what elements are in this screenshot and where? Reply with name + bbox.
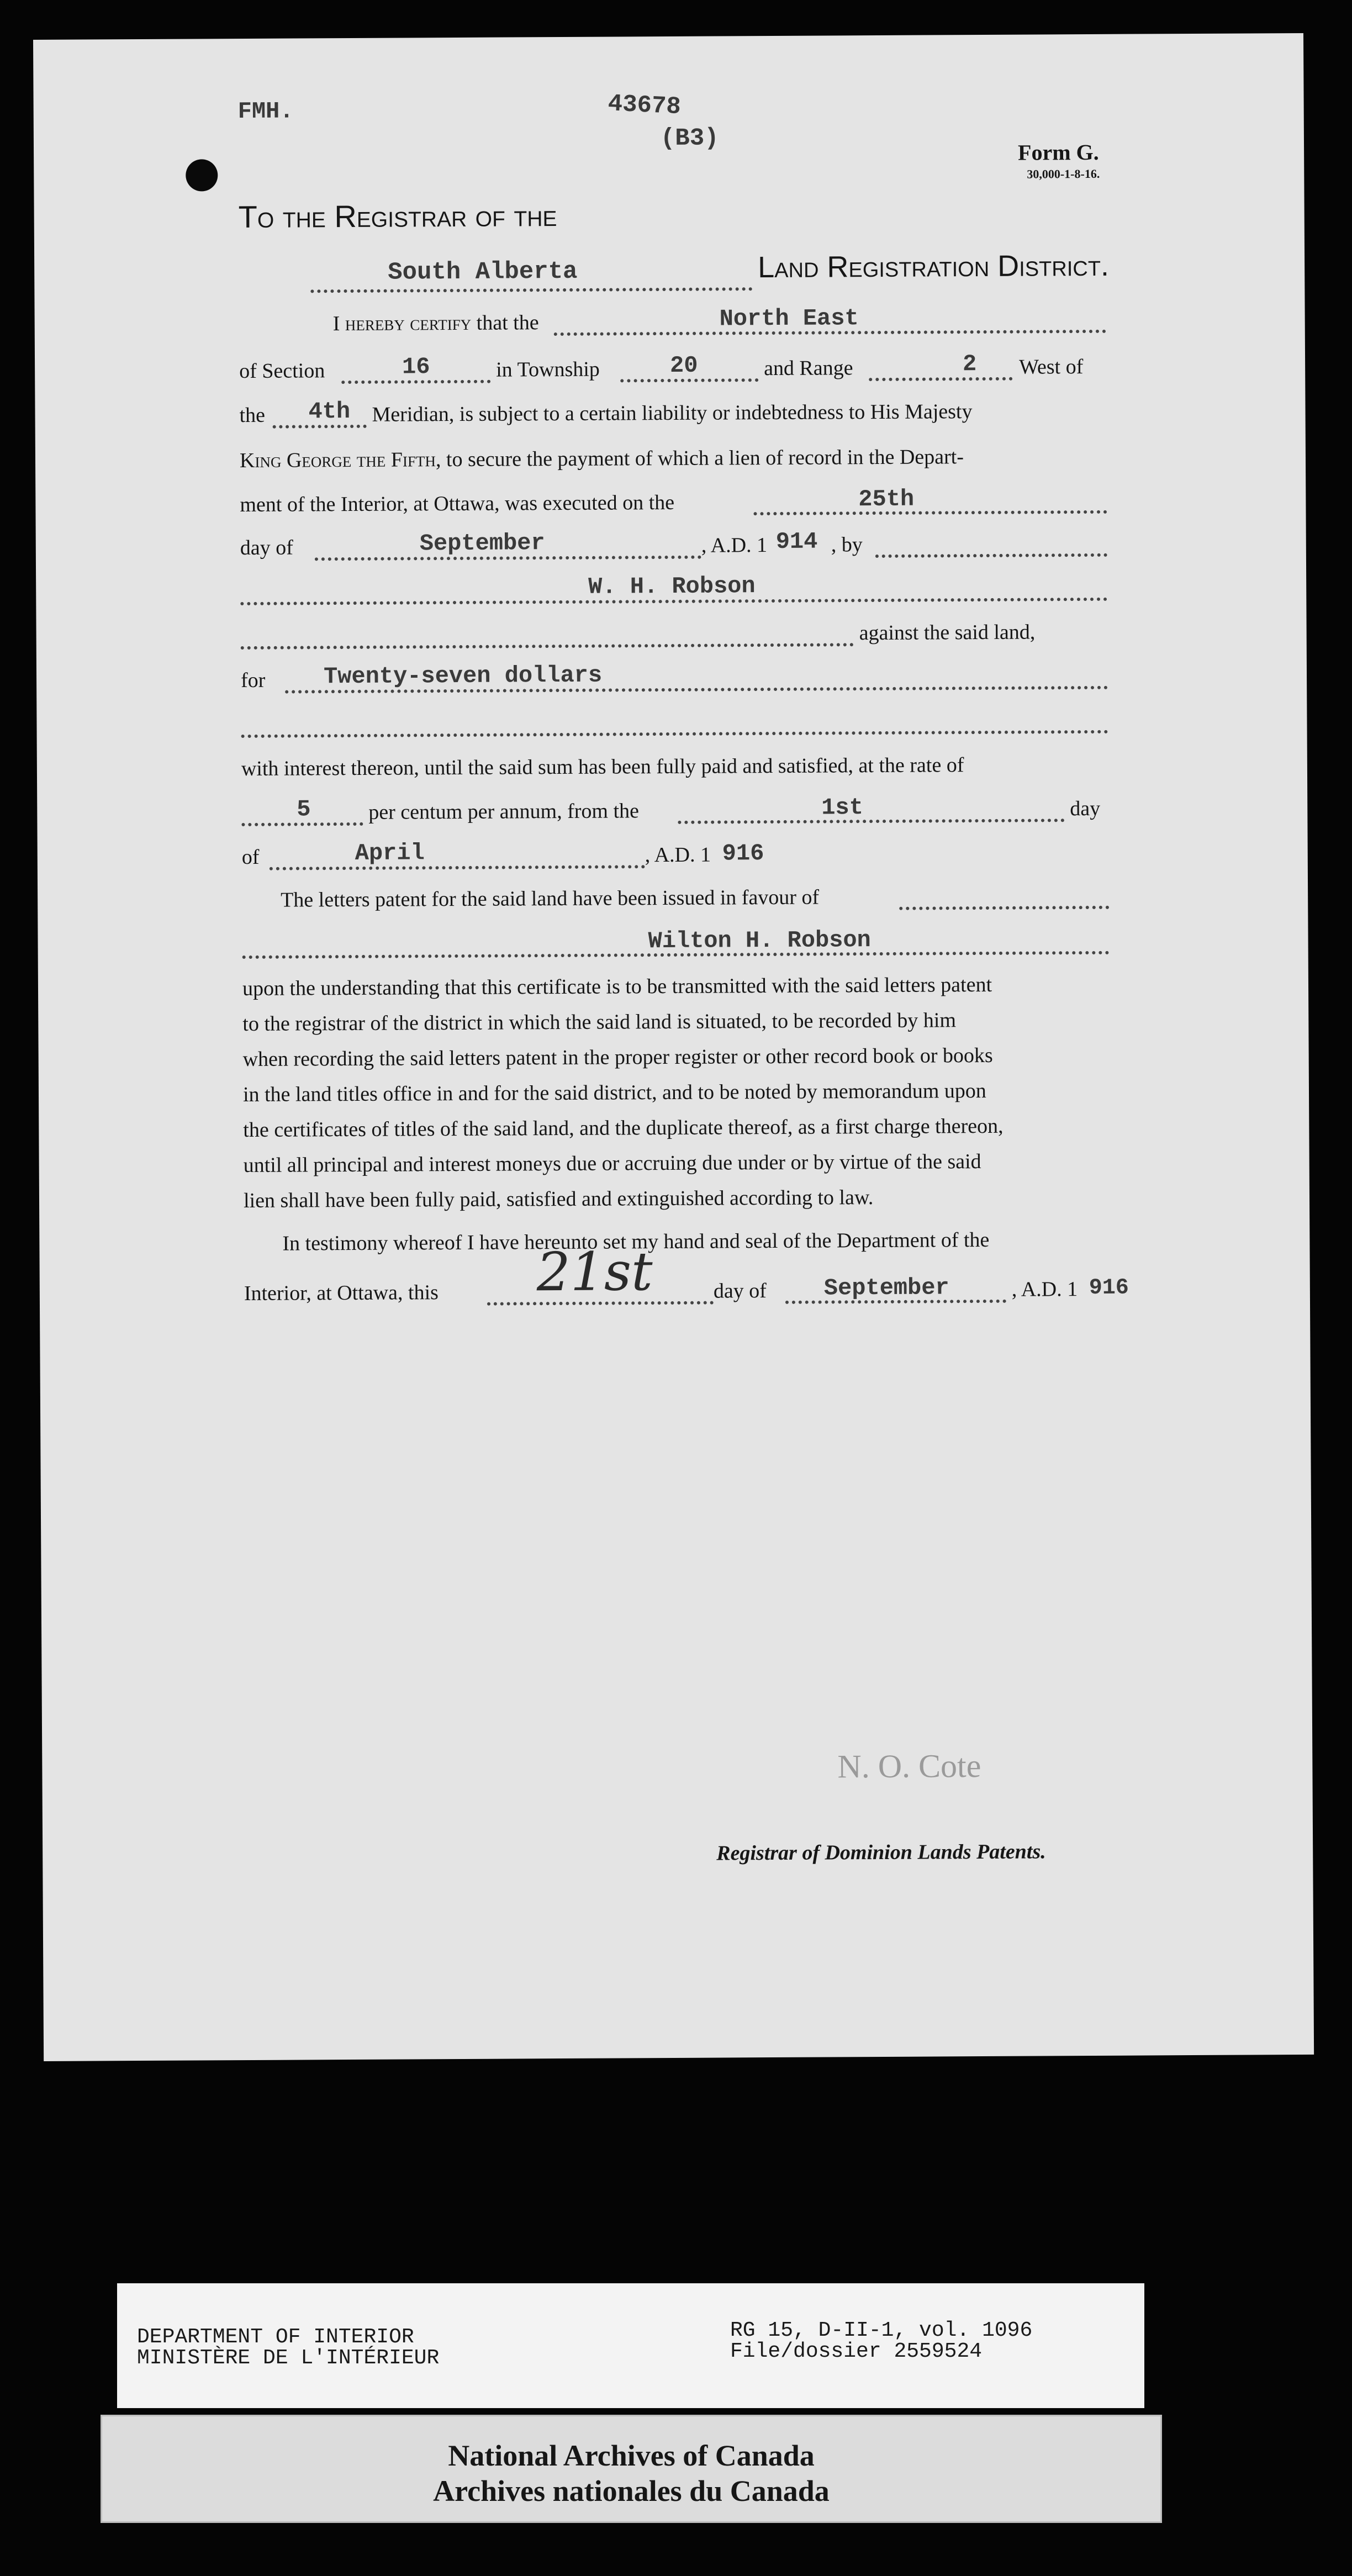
from-month-dots (270, 865, 645, 870)
testimony-line: In testimony whereof I have hereunto set my hand and seal of the Department of the (282, 1228, 990, 1255)
para-line-6: until all principal and interest moneys due or accruing due under or by virtue of the said (243, 1150, 981, 1178)
para-line-4: in the land titles office in and for the said district, and to be noted by memorandum upon (242, 1079, 986, 1107)
section-value: 16 (402, 353, 430, 381)
patentee-value: Wilton H. Robson (648, 927, 871, 955)
from-day-dots (678, 819, 1064, 824)
certify-line (333, 310, 539, 336)
township-label: in Township (496, 357, 600, 382)
punch-hole (186, 159, 218, 191)
rate-value: 5 (297, 796, 311, 823)
ad-prefix: , A.D. 1 (701, 534, 768, 557)
interest-line: with interest thereon, until the said sum has been fully paid and satisfied, at the rate of (241, 753, 964, 781)
for-label: for (240, 668, 266, 693)
archives-en: National Archives of Canada (448, 2439, 815, 2472)
day-of-label: day of (240, 536, 293, 560)
certify-prefix: I hereby certify (332, 311, 472, 336)
from-day: 1st (821, 794, 864, 821)
township-value: 20 (669, 352, 698, 379)
from-year: 916 (722, 840, 764, 867)
township-dots (620, 378, 758, 382)
sign-year: 916 (1089, 1275, 1129, 1301)
registrar-heading: To the Registrar of the (238, 198, 557, 235)
dept-fr: MINISTÈRE DE L'INTÉRIEUR (137, 2346, 440, 2370)
sign-day-handwritten: 21st (536, 1241, 653, 1303)
certificate-sheet (33, 33, 1314, 2061)
amount-value: Twenty-seven dollars (323, 662, 603, 690)
district-dots (310, 287, 752, 293)
sign-month: September (823, 1274, 949, 1302)
archive-ref: RG 15, D-II-1, vol. 1096 (730, 2319, 1033, 2342)
dept-line: ment of the Interior, at Ottawa, was executed on the (240, 490, 675, 517)
para-line-1: upon the understanding that this certificate is to be transmitted with the said letters patent (242, 973, 992, 1001)
from-month: April (355, 840, 425, 867)
of-section-label: of Section (239, 359, 325, 383)
day-word: day (1070, 796, 1101, 821)
letters-patent: The letters patent for the said land have been issued in favour of (281, 885, 820, 912)
west-of-label: West of (1019, 355, 1084, 379)
by-dots (875, 553, 1107, 558)
executed-day-dots (753, 510, 1107, 515)
archives-fr: Archives nationales du Canada (433, 2474, 830, 2508)
section-dots (341, 380, 490, 384)
ad-prefix-2: , A.D. 1 (645, 843, 711, 867)
para-line-2: to the registrar of the district in which the said land is situated, to be recorded by him (242, 1009, 957, 1036)
blank-dots (241, 730, 1108, 738)
para-line-3: when recording the said letters patent in the proper register or other record book or books (242, 1043, 993, 1071)
per-centum: per centum per annum, from the (368, 799, 640, 824)
dept-en: DEPARTMENT OF INTERIOR (137, 2325, 414, 2349)
king-line (240, 445, 964, 473)
king-rest: to secure the payment of which a lien of record in the Depart- (446, 445, 964, 472)
debtor-value: W. H. Robson (588, 573, 756, 600)
registrar-title: Registrar of Dominion Lands Patents. (716, 1840, 1046, 1865)
meridian-dots (273, 425, 367, 429)
file-sub: (B3) (660, 124, 719, 153)
executed-day: 25th (858, 485, 915, 513)
archives-banner (101, 2415, 1162, 2523)
para-line-5: the certificates of titles of the said land, and the duplicate thereof, as a first charge thereon, (243, 1114, 1004, 1142)
against-label: against the said land, (859, 620, 1036, 645)
archive-label (117, 2283, 1144, 2408)
archive-file: File/dossier 2559524 (730, 2340, 983, 2363)
executed-month: September (419, 530, 545, 557)
range-label: and Range (764, 356, 853, 381)
the-label: the (239, 403, 266, 427)
ad-end: , A.D. 1 (1011, 1278, 1078, 1301)
registrar-stamp: N. O. Cote (837, 1748, 981, 1785)
range-dots (869, 377, 1012, 381)
by-label: , by (831, 533, 863, 557)
day-of-2: day of (713, 1279, 767, 1303)
against-dots (241, 643, 854, 650)
meridian-text: Meridian, is subject to a certain liability or indebtedness to His Majesty (372, 400, 973, 426)
file-number: 43678 (607, 90, 682, 122)
quarter-value: North East (719, 305, 859, 332)
letters-dots (899, 906, 1109, 910)
meridian-value: 4th (308, 398, 351, 425)
rate-dots (241, 822, 363, 826)
para-line-7: lien shall have been fully paid, satisfied and extinguished according to law. (243, 1186, 874, 1213)
certify-rest: that the (476, 311, 539, 335)
of-label: of (241, 845, 260, 869)
executed-year: 914 (775, 528, 818, 555)
district-suffix: Land Registration District. (758, 249, 1110, 284)
form-name: Form G. (1017, 139, 1099, 165)
range-value: 2 (962, 351, 977, 378)
form-code: 30,000-1-8-16. (1027, 166, 1100, 181)
district-value: South Alberta (388, 257, 578, 287)
interior-at: Interior, at Ottawa, this (244, 1281, 439, 1306)
initials: FMH. (237, 98, 294, 125)
king-name: King George the Fifth, (239, 448, 441, 473)
